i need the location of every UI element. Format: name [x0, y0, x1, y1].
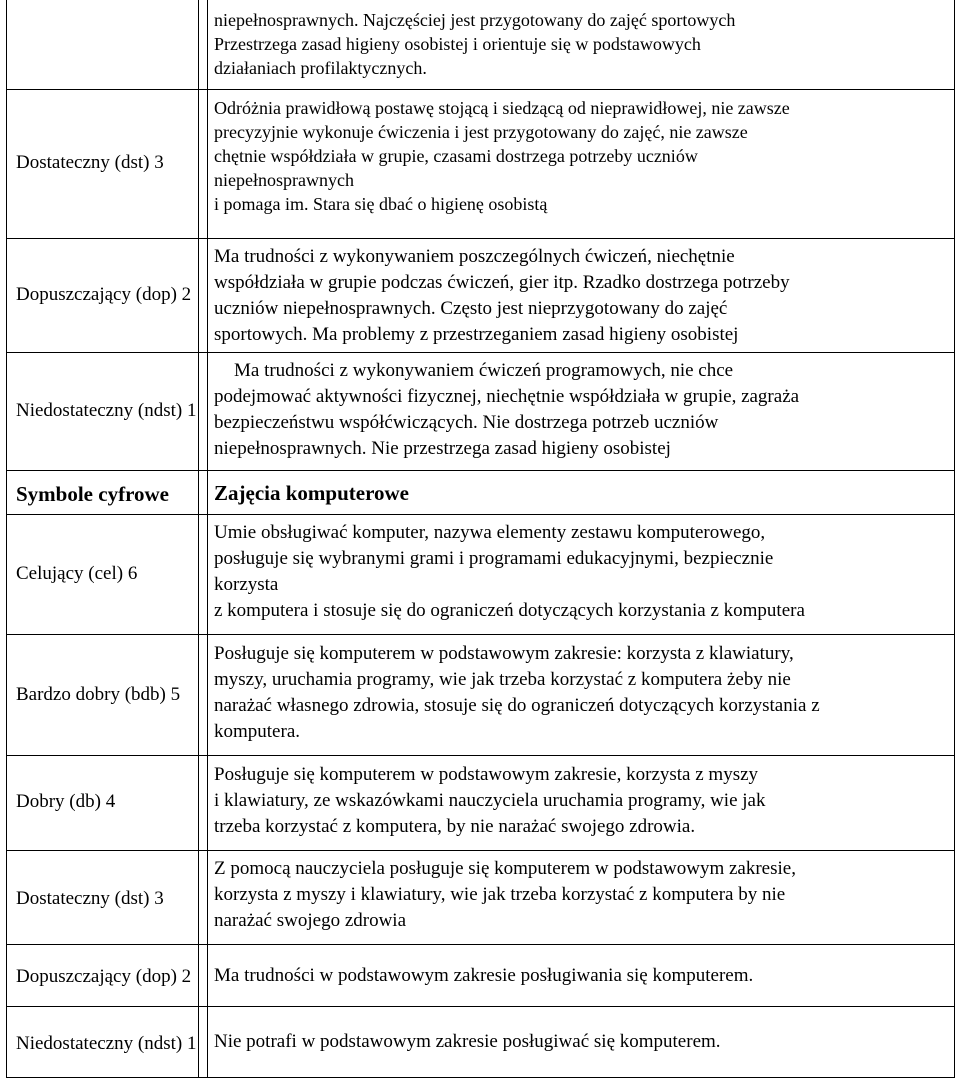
grade-label-text: Niedostateczny (ndst) 1	[16, 399, 197, 421]
criteria-line: podejmować aktywności fizycznej, niechętnie współdziała w grupie, zagraża	[214, 386, 800, 407]
criteria-cell-dop-pe	[207, 244, 952, 348]
criteria-cell-dst-it	[207, 856, 952, 934]
row-divider	[6, 514, 955, 515]
criteria-line: i pomaga im. Stara się dbać o higienę osobistą	[214, 194, 548, 214]
criteria-line: uczniów niepełnosprawnych. Często jest nieprzygotowany do zajęć	[214, 298, 728, 319]
grade-label-dop-it	[7, 946, 198, 1006]
criteria-line: Ma trudności z wykonywaniem poszczególnych ćwiczeń, niechętnie	[214, 246, 735, 267]
table-border-right	[954, 0, 955, 1078]
criteria-line: Nie potrafi w podstawowym zakresie posługiwać się komputerem.	[214, 1031, 721, 1052]
criteria-line: Przestrzega zasad higieny osobistej i orientuje się w podstawowych	[214, 34, 701, 54]
criteria-cell-db-it	[207, 762, 952, 840]
grade-label-text: Bardzo dobry (bdb) 5	[16, 683, 181, 705]
criteria-line: korzysta	[214, 574, 279, 595]
criteria-cell-cel-it	[207, 520, 952, 624]
criteria-line: Umie obsługiwać komputer, nazywa elementy zestawu komputerowego,	[214, 522, 766, 543]
criteria-line: Odróżnia prawidłową postawę stojącą i siedzącą od nieprawidłowej, nie zawsze	[214, 98, 790, 118]
row-divider	[6, 1006, 955, 1007]
grade-label-text: Niedostateczny (ndst) 1	[16, 1032, 197, 1054]
criteria-line: Ma trudności z wykonywaniem ćwiczeń programowych, nie chce	[234, 360, 734, 381]
table-border-middle	[198, 0, 199, 1078]
criteria-line: korzysta z myszy i klawiatury, wie jak trzeba korzystać z komputera by nie	[214, 884, 786, 905]
criteria-line: trzeba korzystać z komputera, by nie narażać swojego zdrowia.	[214, 816, 696, 837]
row-divider	[6, 944, 955, 945]
criteria-line: z komputera i stosuje się do ograniczeń dotyczących korzystania z komputera	[214, 600, 805, 621]
row-divider	[6, 755, 955, 756]
criteria-line: myszy, uruchamia programy, wie jak trzeba korzystać z komputera żeby nie	[214, 669, 791, 690]
row-divider	[6, 634, 955, 635]
criteria-line: sportowych. Ma problemy z przestrzeganiem zasad higieny osobistej	[214, 324, 739, 345]
grade-label-ndst	[7, 380, 198, 440]
grade-label-text: Dostateczny (dst) 3	[16, 151, 164, 173]
criteria-line: Ma trudności w podstawowym zakresie posługiwania się komputerem.	[214, 965, 754, 986]
criteria-line: komputera.	[214, 721, 301, 742]
grade-label-dst-it	[7, 868, 198, 928]
grade-label-text: Dostateczny (dst) 3	[16, 887, 164, 909]
grade-label-db	[7, 771, 198, 831]
row-divider	[6, 352, 955, 353]
criteria-line: niepełnosprawnych. Nie przestrzega zasad higieny osobistej	[214, 438, 671, 459]
criteria-line: bezpieczeństwu współćwiczących. Nie dostrzega potrzeb uczniów	[214, 412, 719, 433]
digital-symbols-header	[7, 478, 198, 510]
criteria-cell-dop-it	[207, 963, 952, 989]
row-divider	[6, 470, 955, 471]
row-divider	[6, 850, 955, 851]
section-title-text: Zajęcia komputerowe	[214, 481, 409, 505]
criteria-line: Z pomocą nauczyciela posługuje się komputerem w podstawowym zakresie,	[214, 858, 796, 879]
criteria-cell-top	[207, 8, 952, 80]
grade-label-text: Dobry (db) 4	[16, 790, 116, 812]
grade-label-text: Dopuszczający (dop) 2	[16, 965, 192, 987]
criteria-line: Posługuje się komputerem w podstawowym zakresie: korzysta z klawiatury,	[214, 643, 794, 664]
criteria-line: chętnie współdziała w grupie, czasami dostrzega potrzeby uczniów	[214, 146, 698, 166]
criteria-line: i klawiatury, ze wskazówkami nauczyciela uruchamia programy, wie jak	[214, 790, 766, 811]
row-divider	[6, 238, 955, 239]
section-title-computer	[207, 480, 952, 506]
criteria-cell-ndst-it	[207, 1029, 952, 1055]
grade-label-cel	[7, 543, 198, 603]
grade-label-bdb	[7, 664, 198, 724]
criteria-line: niepełnosprawnych. Najczęściej jest przygotowany do zajęć sportowych	[214, 10, 736, 30]
criteria-cell-dst-pe	[207, 96, 952, 216]
criteria-line: precyzyjnie wykonuje ćwiczenia i jest przygotowany do zajęć, nie zawsze	[214, 122, 748, 142]
criteria-line: współdziała w grupie podczas ćwiczeń, gier itp. Rzadko dostrzega potrzeby	[214, 272, 790, 293]
criteria-line: posługuje się wybranymi grami i programami edukacyjnymi, bezpiecznie	[214, 548, 774, 569]
grade-label-ndst-it	[7, 1013, 198, 1073]
header-text: Symbole cyfrowe	[16, 481, 169, 506]
criteria-cell-bdb-it	[207, 641, 952, 745]
grade-label-dst	[7, 132, 198, 192]
grade-label-dop	[7, 264, 198, 324]
row-divider	[6, 89, 955, 90]
criteria-line: narażać własnego zdrowia, stosuje się do ograniczeń dotyczących korzystania z	[214, 695, 820, 716]
criteria-line: Posługuje się komputerem w podstawowym zakresie, korzysta z myszy	[214, 764, 759, 785]
criteria-line: działaniach profilaktycznych.	[214, 58, 427, 78]
criteria-cell-ndst-pe	[207, 358, 952, 462]
criteria-line: narażać swojego zdrowia	[214, 910, 407, 931]
criteria-line: niepełnosprawnych	[214, 170, 354, 190]
grade-label-text: Dopuszczający (dop) 2	[16, 283, 192, 305]
grade-label-text: Celujący (cel) 6	[16, 562, 138, 584]
